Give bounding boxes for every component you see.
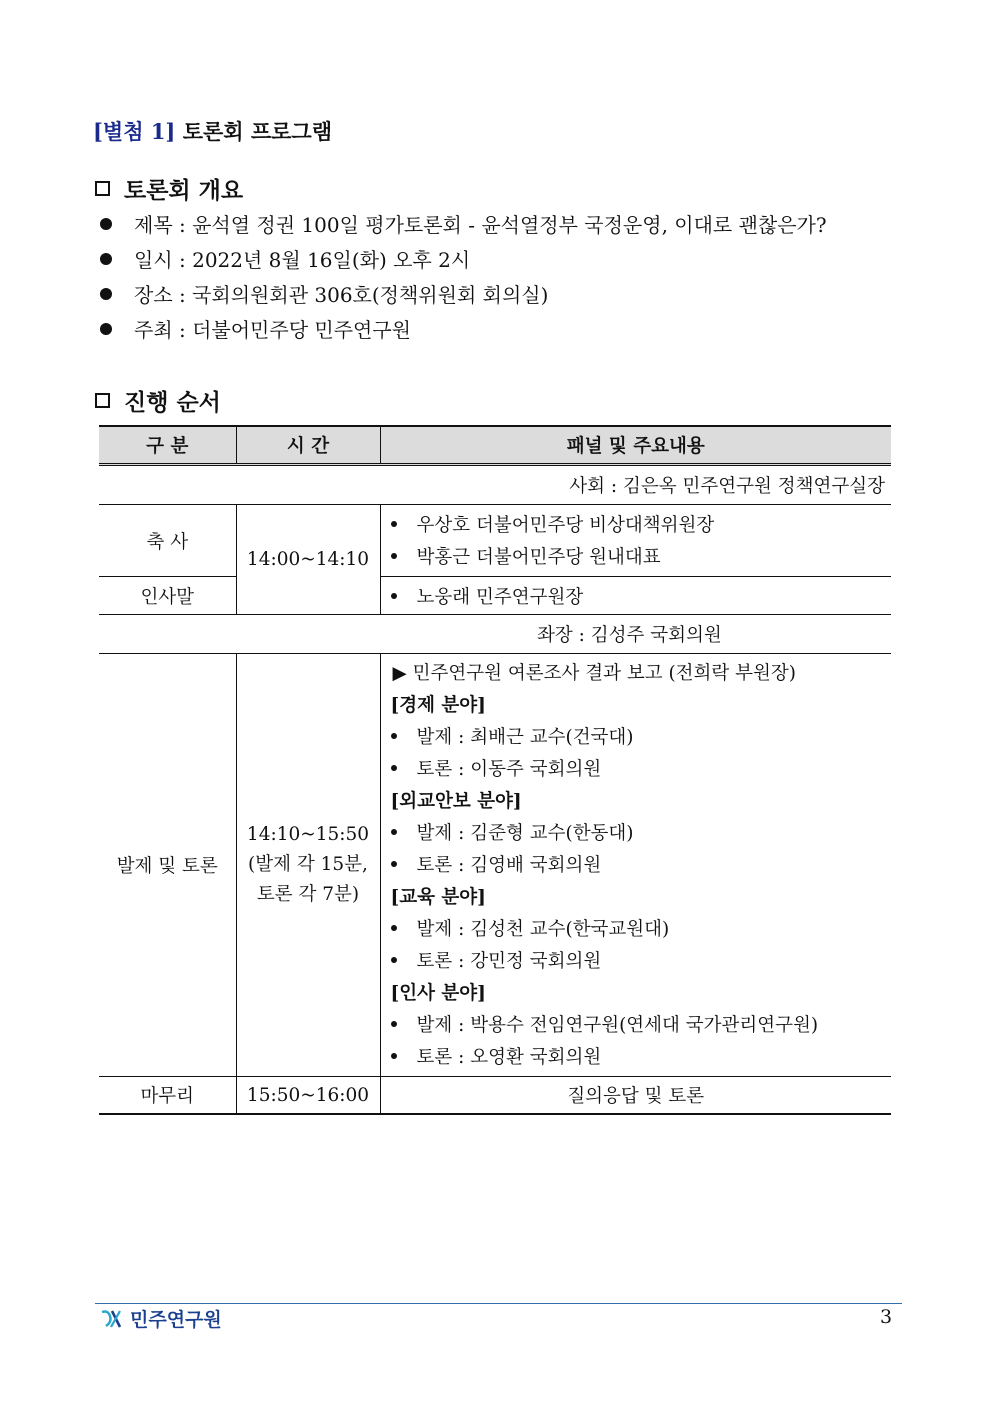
session-label: 발제 및 토론: [99, 654, 236, 1077]
greeting-content: [380, 577, 891, 615]
footer-logo: [100, 1305, 222, 1332]
greeting-row: [99, 577, 891, 615]
bullet-icon: [391, 1021, 397, 1027]
table-header-row: [99, 426, 891, 465]
bullet-icon: [391, 1053, 397, 1059]
list-item: [381, 752, 892, 784]
moderator-1: 사회 : 김은옥 민주연구원 정책연구실장: [99, 465, 891, 505]
overview-item-text: 일시 : 2022년 8월 16일(화) 오후 2시: [134, 248, 471, 272]
closing-row: [99, 1077, 891, 1115]
closing-content: 질의응답 및 토론: [380, 1077, 891, 1115]
attachment-title-text: 토론회 프로그램: [182, 119, 332, 144]
session-row: [99, 654, 891, 1077]
session-note-1: (발제 각 15분,: [248, 854, 368, 875]
survey-report: ▶ 민주연구원 여론조사 결과 보고 (전희락 부원장): [392, 663, 796, 684]
list-item-text: 토론 : 김영배 국회의원: [416, 855, 602, 876]
greeting-label: 인사말: [99, 577, 236, 615]
page-number: 3: [880, 1306, 893, 1328]
list-item-text: 토론 : 오영환 국회의원: [416, 1047, 602, 1068]
list-item: [381, 912, 892, 944]
field-title-education: [교육 분야]: [390, 887, 486, 908]
overview-heading: [95, 172, 243, 205]
list-item: [381, 1008, 892, 1040]
list-item: [381, 580, 892, 612]
header-category: 구 분: [99, 426, 236, 465]
list-item-text: 토론 : 강민정 국회의원: [416, 951, 602, 972]
list-item-text: 발제 : 최배근 교수(건국대): [416, 727, 634, 748]
list-item: [381, 816, 892, 848]
overview-item-text: 장소 : 국회의원회관 306호(정책위원회 회의실): [134, 283, 549, 307]
list-item: [381, 1040, 892, 1072]
field-title-personnel: [인사 분야]: [390, 983, 486, 1004]
field-title-diplomacy: [외교안보 분야]: [390, 791, 522, 812]
overview-item-host: [100, 314, 411, 343]
bullet-icon: [391, 765, 397, 771]
bullet-icon: [391, 861, 397, 867]
bullet-icon: [391, 957, 397, 963]
closing-label: 마무리: [99, 1077, 236, 1115]
list-item: [381, 508, 892, 540]
list-item-text: 발제 : 김준형 교수(한동대): [416, 823, 634, 844]
attachment-title: [93, 116, 332, 146]
bullet-icon: [100, 218, 112, 230]
session-time-cell: [236, 654, 380, 1077]
moderator-row-2: [99, 615, 891, 654]
footer-logo-text: 민주연구원: [130, 1309, 222, 1331]
bullet-icon: [391, 553, 397, 559]
bullet-icon: [391, 593, 397, 599]
session-note-2: 토론 각 7분): [256, 884, 360, 905]
bullet-icon: [391, 521, 397, 527]
list-item-text: 우상호 더불어민주당 비상대책위원장: [416, 515, 715, 536]
checkbox-square-icon: [95, 393, 110, 408]
congrats-label: 축 사: [99, 505, 236, 577]
overview-heading-text: 토론회 개요: [124, 177, 244, 204]
list-item-text: 토론 : 이동주 국회의원: [416, 759, 602, 780]
overview-item-text: 주최 : 더불어민주당 민주연구원: [134, 318, 411, 342]
list-item: [381, 944, 892, 976]
footer-divider: [95, 1303, 902, 1304]
overview-item-title: [100, 209, 827, 238]
list-item: [381, 720, 892, 752]
congrats-row: [99, 505, 891, 577]
moderator-row-1: [99, 465, 891, 505]
header-content: 패널 및 주요내용: [380, 426, 891, 465]
list-item-text: 발제 : 김성천 교수(한국교원대): [416, 919, 670, 940]
bullet-icon: [391, 829, 397, 835]
list-item: [381, 540, 892, 572]
attachment-tag: [별첨 1]: [93, 119, 176, 144]
moderator-2: 좌장 : 김성주 국회의원: [99, 615, 891, 654]
order-heading-text: 진행 순서: [124, 389, 221, 416]
bullet-icon: [391, 925, 397, 931]
opening-time: 14:00~14:10: [236, 505, 380, 615]
overview-item-date: [100, 244, 470, 273]
session-time: 14:10~15:50: [246, 824, 370, 845]
closing-time: 15:50~16:00: [236, 1077, 380, 1115]
list-item-text: 박홍근 더불어민주당 원내대표: [416, 547, 661, 568]
checkbox-square-icon: [95, 181, 110, 196]
congrats-content: [380, 505, 891, 577]
bullet-icon: [391, 733, 397, 739]
list-item-text: 발제 : 박용수 전임연구원(연세대 국가관리연구원): [416, 1015, 819, 1036]
list-item-text: 노웅래 민주연구원장: [416, 586, 584, 608]
order-heading: [95, 384, 221, 417]
bullet-icon: [100, 253, 112, 265]
program-table: [99, 425, 891, 1115]
bullet-icon: [100, 323, 112, 335]
logo-mark-icon: [100, 1308, 124, 1330]
overview-item-place: [100, 279, 548, 308]
header-time: 시 간: [236, 426, 380, 465]
list-item: [381, 848, 892, 880]
overview-item-text: 제목 : 윤석열 정권 100일 평가토론회 - 윤석열정부 국정운영, 이대로 괜찮은가?: [134, 213, 827, 237]
bullet-icon: [100, 288, 112, 300]
session-content: [380, 654, 891, 1077]
field-title-economy: [경제 분야]: [390, 695, 486, 716]
